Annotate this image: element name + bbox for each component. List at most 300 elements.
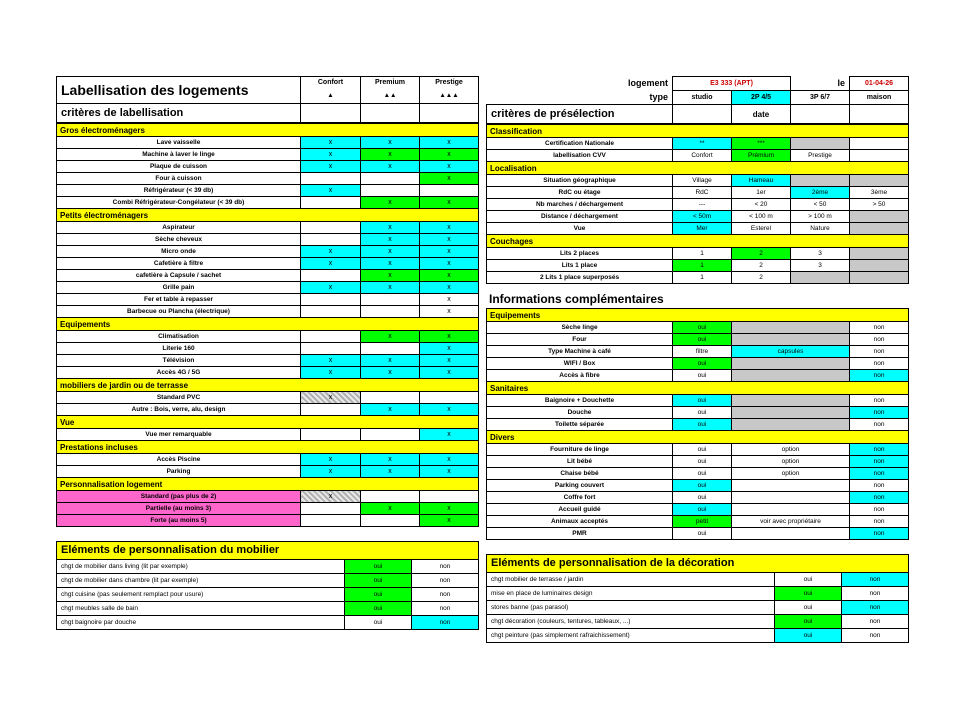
value-cell[interactable]: oui [673, 480, 732, 492]
row-label: Distance / déchargement [487, 211, 673, 223]
row-label: stores banne (pas parasol) [487, 601, 775, 615]
row-label: Situation géographique [487, 175, 673, 187]
row-label: Barbecue ou Plancha (électrique) [57, 306, 301, 318]
level-cell[interactable]: x [361, 161, 420, 173]
table-row [57, 515, 479, 527]
level-cell[interactable]: x [361, 282, 420, 294]
section-header-row [487, 382, 909, 395]
level-cell[interactable] [361, 185, 420, 197]
option-yes[interactable]: oui [345, 560, 412, 574]
value-cell[interactable] [732, 504, 850, 516]
type-maison[interactable]: maison [850, 91, 909, 105]
level-cell[interactable] [361, 343, 420, 355]
left-body-table [56, 123, 479, 527]
row-label: WIFI / Box [487, 358, 673, 370]
value-cell[interactable]: 2ème [791, 187, 850, 199]
value-cell[interactable] [850, 223, 909, 235]
level-cell[interactable] [420, 185, 479, 197]
value-cell[interactable] [791, 272, 850, 284]
table-row [57, 222, 479, 234]
level-cell[interactable] [301, 222, 361, 234]
value-cell[interactable]: non [850, 504, 909, 516]
table-row [487, 223, 909, 235]
value-cell[interactable]: < 100 m [732, 211, 791, 223]
option-no[interactable]: non [412, 616, 479, 630]
level-cell[interactable]: x [361, 197, 420, 209]
level-cell[interactable]: x [420, 270, 479, 282]
row-label: Standard (pas plus de 2) [57, 491, 301, 503]
section-header-row [487, 309, 909, 322]
level-cell[interactable]: x [301, 491, 361, 503]
level-cell[interactable]: x [420, 306, 479, 318]
level-cell[interactable] [420, 392, 479, 404]
row-label: Douche [487, 407, 673, 419]
row-label: Forte (au moins 5) [57, 515, 301, 527]
level-header-premium: Premium [361, 77, 420, 90]
level-cell[interactable]: x [361, 222, 420, 234]
level-cell[interactable]: x [420, 404, 479, 416]
value-cell[interactable]: 3ème [850, 187, 909, 199]
level-cell[interactable] [301, 306, 361, 318]
value-cell[interactable] [850, 260, 909, 272]
option-yes[interactable]: oui [775, 573, 842, 587]
option-yes[interactable]: oui [775, 587, 842, 601]
value-cell[interactable]: oui [673, 504, 732, 516]
value-cell[interactable]: Confort [673, 150, 732, 162]
level-cell[interactable]: x [420, 503, 479, 515]
row-label: Certification Nationale [487, 138, 673, 150]
value-cell[interactable]: non [850, 334, 909, 346]
level-cell[interactable]: x [361, 466, 420, 478]
option-no[interactable]: non [842, 615, 909, 629]
level-cell[interactable]: x [420, 454, 479, 466]
option-no[interactable]: non [842, 573, 909, 587]
value-cell[interactable] [732, 407, 850, 419]
value-cell[interactable] [732, 322, 850, 334]
section-header-row [487, 431, 909, 444]
value-cell[interactable]: oui [673, 528, 732, 540]
value-cell[interactable]: Nature [791, 223, 850, 235]
value-cell[interactable]: Village [673, 175, 732, 187]
level-cell[interactable] [361, 515, 420, 527]
option-no[interactable]: non [842, 601, 909, 615]
value-cell[interactable] [791, 175, 850, 187]
level-cell[interactable]: x [420, 429, 479, 441]
value-cell[interactable]: ** [673, 138, 732, 150]
table-row [57, 258, 479, 270]
level-cell[interactable]: x [420, 197, 479, 209]
level-cell[interactable] [301, 173, 361, 185]
value-cell[interactable]: filtre [673, 346, 732, 358]
option-yes[interactable]: oui [775, 629, 842, 643]
level-cell[interactable]: x [301, 137, 361, 149]
table-row [57, 574, 479, 588]
value-cell[interactable]: non [850, 346, 909, 358]
row-label: Fer et table à repasser [57, 294, 301, 306]
level-cell[interactable]: x [361, 355, 420, 367]
left-title-row [57, 77, 479, 90]
value-cell[interactable]: --- [673, 199, 732, 211]
value-cell[interactable]: non [850, 456, 909, 468]
table-row [57, 367, 479, 379]
section-title: Localisation [487, 162, 909, 175]
option-no[interactable]: non [842, 587, 909, 601]
row-label: Animaux acceptés [487, 516, 673, 528]
level-cell[interactable] [301, 429, 361, 441]
level-cell[interactable] [301, 404, 361, 416]
level-cell[interactable] [361, 491, 420, 503]
value-cell[interactable]: non [850, 444, 909, 456]
level-cell[interactable]: x [361, 331, 420, 343]
row-label: Lits 1 place [487, 260, 673, 272]
value-cell[interactable] [732, 419, 850, 431]
table-row [487, 260, 909, 272]
level-cell[interactable] [301, 270, 361, 282]
value-cell[interactable]: non [850, 528, 909, 540]
value-cell[interactable]: capsules [732, 346, 850, 358]
table-row [487, 516, 909, 528]
table-row [487, 419, 909, 431]
right-header-table [486, 76, 909, 124]
table-row [57, 185, 479, 197]
level-cell[interactable]: x [361, 503, 420, 515]
level-cell[interactable]: x [420, 258, 479, 270]
table-row [57, 270, 479, 282]
value-cell[interactable] [850, 211, 909, 223]
option-yes[interactable]: oui [775, 601, 842, 615]
value-cell[interactable] [850, 175, 909, 187]
value-cell[interactable] [732, 528, 850, 540]
row-label: RdC ou étage [487, 187, 673, 199]
value-cell[interactable] [732, 358, 850, 370]
level-cell[interactable]: x [301, 454, 361, 466]
value-cell[interactable]: < 50 [791, 199, 850, 211]
level-cell[interactable]: x [361, 454, 420, 466]
table-row [487, 150, 909, 162]
row-label: Accès à fibre [487, 370, 673, 382]
level-cell[interactable]: x [361, 404, 420, 416]
value-cell[interactable]: oui [673, 492, 732, 504]
row-label: chgt mobilier de terrasse / jardin [487, 573, 775, 587]
value-cell[interactable]: oui [673, 468, 732, 480]
value-cell[interactable]: non [850, 395, 909, 407]
left-title-table [56, 76, 479, 123]
value-cell[interactable]: non [850, 480, 909, 492]
table-row [487, 504, 909, 516]
level-cell[interactable]: x [301, 282, 361, 294]
table-row [57, 616, 479, 630]
table-row [487, 334, 909, 346]
table-row [487, 407, 909, 419]
value-cell[interactable]: Esterel [732, 223, 791, 235]
table-row [487, 444, 909, 456]
option-no[interactable]: non [412, 588, 479, 602]
value-cell[interactable]: 1er [732, 187, 791, 199]
level-cell[interactable] [361, 392, 420, 404]
table-row [487, 573, 909, 587]
right-bottom-table [486, 554, 909, 643]
level-cell[interactable]: x [361, 270, 420, 282]
table-row [487, 248, 909, 260]
row-label: Sèche linge [487, 322, 673, 334]
level-cell[interactable]: x [361, 258, 420, 270]
level-cell[interactable]: x [420, 331, 479, 343]
table-row [57, 197, 479, 209]
section-header-row [57, 416, 479, 429]
section-header-row [487, 125, 909, 138]
value-cell[interactable]: oui [673, 444, 732, 456]
section-header-row [487, 162, 909, 175]
value-cell[interactable] [732, 395, 850, 407]
level-cell[interactable]: x [420, 367, 479, 379]
row-label: Vue [487, 223, 673, 235]
value-cell[interactable]: non [850, 492, 909, 504]
type-studio[interactable]: studio [673, 91, 732, 105]
row-label: Accueil guidé [487, 504, 673, 516]
bottom-title-row [487, 555, 909, 573]
row-label: Partielle (au moins 3) [57, 503, 301, 515]
row-label: Accès 4G / 5G [57, 367, 301, 379]
value-cell[interactable] [732, 334, 850, 346]
table-row [57, 137, 479, 149]
table-row [57, 234, 479, 246]
row-label: chgt peinture (pas simplement rafraichissement) [487, 629, 775, 643]
level-cell[interactable]: x [301, 367, 361, 379]
level-cell[interactable]: x [361, 367, 420, 379]
bottom-title-row [57, 542, 479, 560]
value-cell[interactable]: < 50m [673, 211, 732, 223]
option-yes[interactable]: oui [345, 602, 412, 616]
row-label: Coffre fort [487, 492, 673, 504]
level-cell[interactable] [301, 234, 361, 246]
table-row [487, 395, 909, 407]
row-label: Parking couvert [487, 480, 673, 492]
value-cell[interactable]: petit [673, 516, 732, 528]
value-cell[interactable]: non [850, 322, 909, 334]
row-label: Sèche cheveux [57, 234, 301, 246]
table-row [487, 456, 909, 468]
level-cell[interactable]: x [301, 149, 361, 161]
value-cell[interactable]: < 20 [732, 199, 791, 211]
sheet [56, 76, 908, 643]
value-cell[interactable]: oui [673, 358, 732, 370]
value-cell[interactable]: non [850, 468, 909, 480]
type-3p[interactable]: 3P 6/7 [791, 91, 850, 105]
right-panel [486, 76, 908, 643]
option-yes[interactable]: oui [775, 615, 842, 629]
value-cell[interactable]: Prestige [791, 150, 850, 162]
value-cell[interactable] [732, 370, 850, 382]
level-cell[interactable]: x [301, 466, 361, 478]
level-cell[interactable]: x [361, 137, 420, 149]
option-yes[interactable]: oui [345, 574, 412, 588]
level-cell[interactable]: x [420, 137, 479, 149]
date-label: le [837, 77, 846, 88]
value-cell[interactable]: 2 [732, 260, 791, 272]
value-cell[interactable]: voir avec propriétaire [732, 516, 850, 528]
value-cell[interactable] [732, 492, 850, 504]
value-cell[interactable]: Hameau [732, 175, 791, 187]
right-body-table [486, 124, 909, 284]
value-cell[interactable]: non [850, 358, 909, 370]
row-label: Plaque de cuisson [57, 161, 301, 173]
table-row [57, 331, 479, 343]
table-row [57, 602, 479, 616]
value-cell[interactable]: non [850, 407, 909, 419]
value-cell[interactable] [850, 272, 909, 284]
table-row [57, 306, 479, 318]
value-cell[interactable]: 3 [791, 248, 850, 260]
value-cell[interactable]: > 100 m [791, 211, 850, 223]
level-cell[interactable] [301, 197, 361, 209]
level-cell[interactable] [301, 294, 361, 306]
value-cell[interactable]: option [732, 468, 850, 480]
level-cell[interactable] [361, 429, 420, 441]
row-label: Baignoire + Douchette [487, 395, 673, 407]
value-cell[interactable]: oui [673, 395, 732, 407]
table-row [487, 175, 909, 187]
value-cell[interactable] [791, 138, 850, 150]
type-label: type [649, 91, 668, 102]
level-cell[interactable]: x [301, 355, 361, 367]
level-cell[interactable]: x [420, 173, 479, 185]
table-row [487, 629, 909, 643]
logement-value[interactable]: E3 333 (APT) [673, 77, 791, 91]
table-row [57, 246, 479, 258]
row-label: Toilette séparée [487, 419, 673, 431]
option-yes[interactable]: oui [345, 588, 412, 602]
option-no[interactable]: non [842, 629, 909, 643]
section-header-row [487, 235, 909, 248]
logement-row [487, 77, 909, 91]
table-row [57, 173, 479, 185]
row-label: Combi Réfrigérateur-Congélateur (< 39 db) [57, 197, 301, 209]
level-cell[interactable]: x [420, 343, 479, 355]
level-cell[interactable] [301, 515, 361, 527]
value-cell[interactable] [850, 248, 909, 260]
value-cell[interactable]: oui [673, 407, 732, 419]
level-cell[interactable]: x [301, 246, 361, 258]
table-row [487, 199, 909, 211]
level-cell[interactable]: x [420, 234, 479, 246]
bottom-title: Eléments de personnalisation de la décoration [487, 555, 909, 573]
level-cell[interactable]: x [301, 258, 361, 270]
type-row [487, 91, 909, 105]
value-cell[interactable]: RdC [673, 187, 732, 199]
date-value[interactable]: 01-04-26 [850, 77, 909, 91]
option-no[interactable]: non [412, 574, 479, 588]
level-cell[interactable] [361, 306, 420, 318]
level-cell[interactable]: x [420, 466, 479, 478]
value-cell[interactable]: option [732, 456, 850, 468]
value-cell[interactable] [850, 138, 909, 150]
table-row [487, 187, 909, 199]
table-row [487, 138, 909, 150]
value-cell[interactable]: 1 [673, 260, 732, 272]
section-header-row [57, 209, 479, 222]
table-row [487, 601, 909, 615]
level-cell[interactable]: x [301, 161, 361, 173]
section-title: Petits électroménagers [57, 209, 479, 222]
value-cell[interactable]: option [732, 444, 850, 456]
row-label: Nb marches / déchargement [487, 199, 673, 211]
row-label: chgt meubles salle de bain [57, 602, 345, 616]
value-cell[interactable]: *** [732, 138, 791, 150]
row-label: Type Machine à café [487, 346, 673, 358]
level-cell[interactable]: x [420, 246, 479, 258]
left-panel [56, 76, 478, 643]
table-row [487, 480, 909, 492]
level-cell[interactable] [361, 294, 420, 306]
table-row [57, 149, 479, 161]
level-cell[interactable]: x [420, 515, 479, 527]
level-cell[interactable]: x [420, 222, 479, 234]
value-cell[interactable] [850, 150, 909, 162]
row-label: chgt de mobilier dans living (lit par exemple) [57, 560, 345, 574]
option-no[interactable]: non [412, 560, 479, 574]
level-cell[interactable]: x [420, 282, 479, 294]
level-cell[interactable] [301, 503, 361, 515]
row-label: Vue mer remarquable [57, 429, 301, 441]
value-cell[interactable]: 2 [732, 248, 791, 260]
level-header-prestige: Prestige [420, 77, 479, 90]
value-cell[interactable]: oui [673, 322, 732, 334]
level-cell[interactable]: x [301, 185, 361, 197]
level-cell[interactable] [301, 331, 361, 343]
level-cell[interactable]: x [361, 149, 420, 161]
table-row [57, 503, 479, 515]
value-cell[interactable]: 3 [791, 260, 850, 272]
level-cell[interactable]: x [361, 246, 420, 258]
value-cell[interactable]: > 50 [850, 199, 909, 211]
value-cell[interactable]: oui [673, 419, 732, 431]
table-row [57, 491, 479, 503]
option-no[interactable]: non [412, 602, 479, 616]
option-yes[interactable]: oui [345, 616, 412, 630]
table-row [487, 322, 909, 334]
level-cell[interactable] [420, 491, 479, 503]
value-cell[interactable]: Mer [673, 223, 732, 235]
value-cell[interactable]: non [850, 516, 909, 528]
level-cell[interactable]: x [361, 234, 420, 246]
table-row [487, 528, 909, 540]
value-cell[interactable]: non [850, 419, 909, 431]
row-label: PMR [487, 528, 673, 540]
level-cell[interactable] [301, 343, 361, 355]
value-cell[interactable]: 2 [732, 272, 791, 284]
level-cell[interactable]: x [301, 392, 361, 404]
value-cell[interactable]: oui [673, 370, 732, 382]
info-title: Informations complémentaires [489, 292, 664, 306]
level-cell[interactable] [361, 173, 420, 185]
value-cell[interactable]: 1 [673, 272, 732, 284]
level-cell[interactable]: x [420, 161, 479, 173]
right-criteria-header: critères de présélection [487, 105, 673, 124]
level-cell[interactable]: x [420, 149, 479, 161]
level-cell[interactable]: x [420, 294, 479, 306]
value-cell[interactable]: oui [673, 334, 732, 346]
value-cell[interactable]: oui [673, 456, 732, 468]
value-cell[interactable]: Prémium [732, 150, 791, 162]
table-row [57, 392, 479, 404]
value-cell[interactable] [732, 480, 850, 492]
value-cell[interactable]: 1 [673, 248, 732, 260]
value-cell[interactable]: non [850, 370, 909, 382]
type-2p[interactable]: 2P 4/5 [732, 91, 791, 105]
level-cell[interactable]: x [420, 355, 479, 367]
section-header-row [57, 379, 479, 392]
section-header-row [57, 478, 479, 491]
